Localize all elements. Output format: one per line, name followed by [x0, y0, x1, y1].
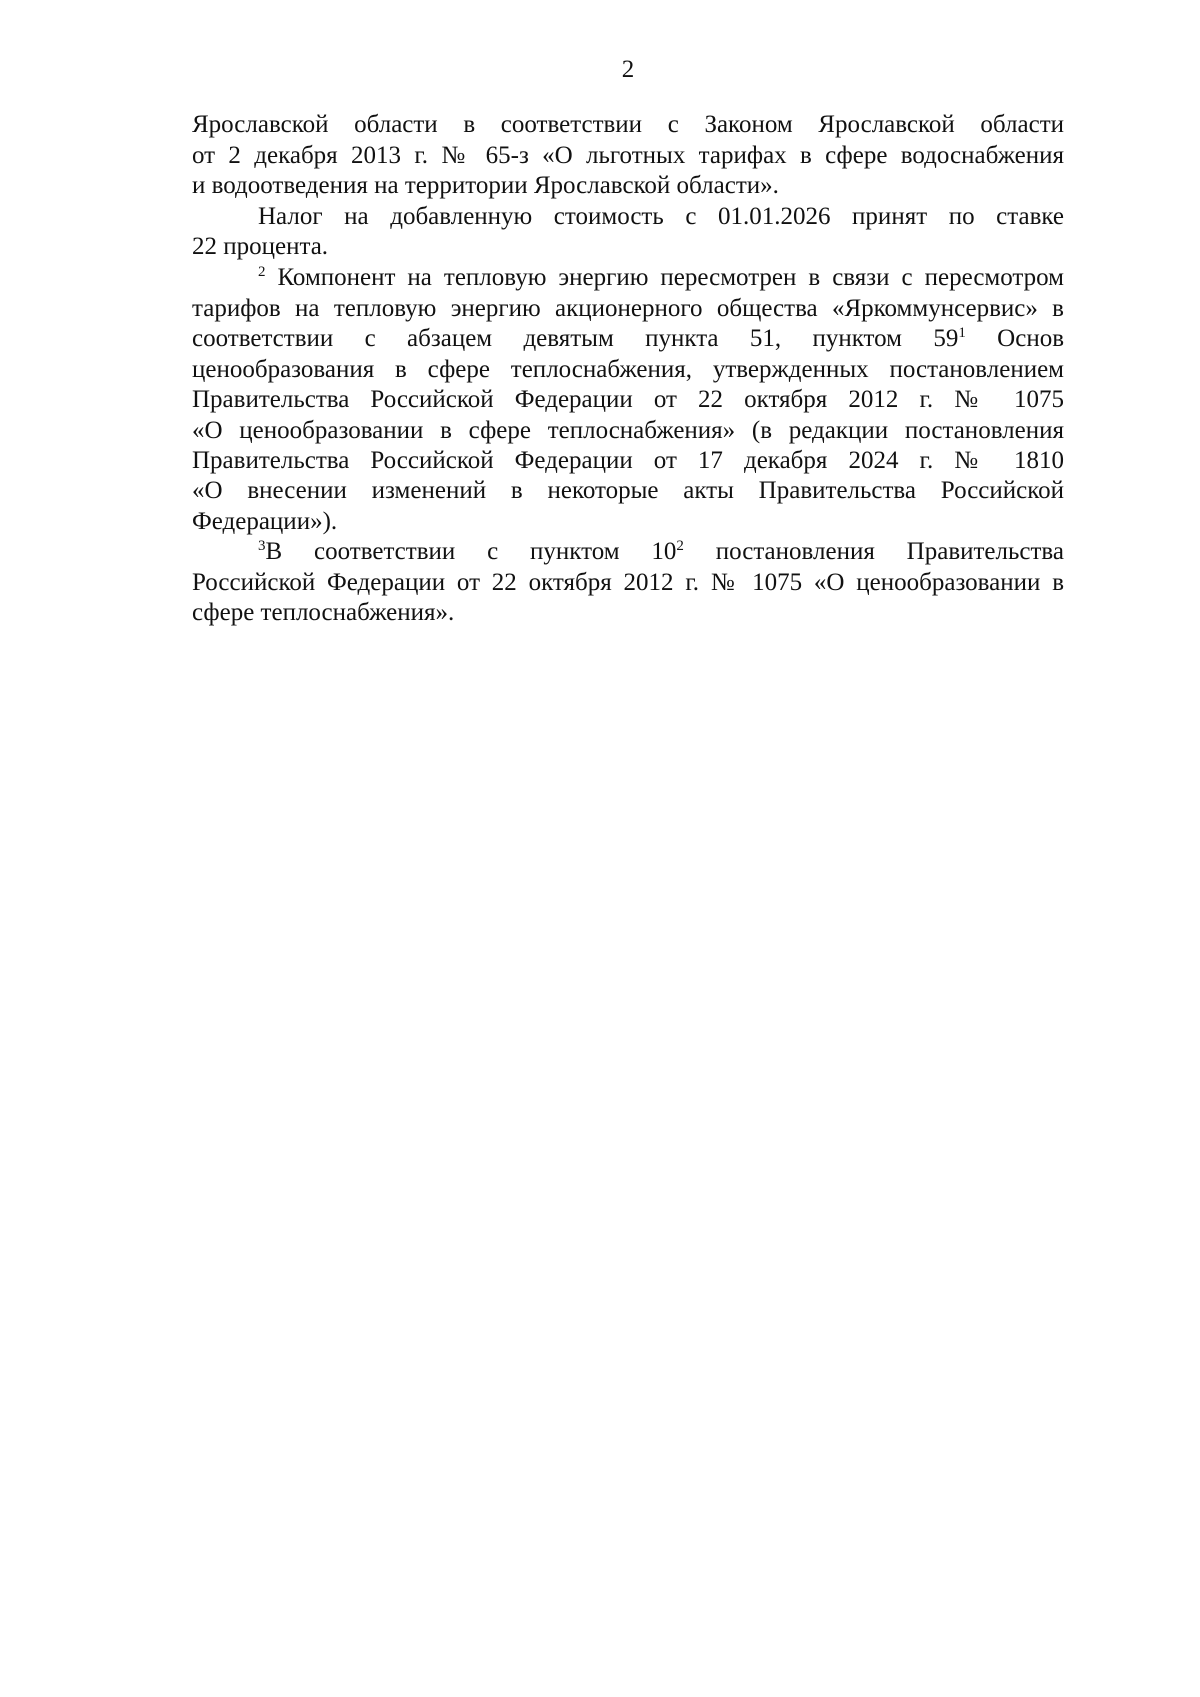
- text-line: Правительства Российской Федерации от 22 октября 2012 г. № 1075: [192, 386, 1064, 413]
- text-line: Правительства Российской Федерации от 17 декабря 2024 г. № 1810: [192, 447, 1064, 474]
- text-line: ценообразования в сфере теплоснабжения, утвержденных постановлением: [192, 356, 1064, 383]
- footnote-marker: 3: [258, 538, 266, 554]
- text-line: Налог на добавленную стоимость с 01.01.2026 принят по ставке: [258, 203, 1064, 230]
- text-segment: Компонент на тепловую энергию пересмотрен в связи с пересмотром: [265, 264, 1064, 291]
- page-number: 2: [621, 56, 635, 83]
- text-line: «О внесении изменений в некоторые акты Правительства Российской: [192, 477, 1064, 504]
- superscript: 2: [676, 538, 684, 554]
- text-line: 22 процента.: [192, 233, 329, 260]
- text-segment: соответствии с абзацем девятым пункта 51, пунктом 59: [192, 325, 959, 352]
- text-line: Ярославской области в соответствии с Законом Ярославской области: [192, 111, 1064, 138]
- footnote-3-line: [258, 537, 1064, 567]
- text-line: Российской Федерации от 22 октября 2012 г. № 1075 «О ценообразовании в: [192, 569, 1064, 596]
- text-segment: постановления Правительства: [683, 538, 1064, 565]
- text-line: Федерации»).: [192, 508, 338, 535]
- footnote-2-line: [258, 263, 1064, 293]
- text-line: и водоотведения на территории Ярославской области».: [192, 172, 779, 199]
- footnote-marker: 2: [258, 264, 266, 280]
- text-segment: В соответствии с пунктом 10: [265, 538, 677, 565]
- text-line: [192, 324, 1064, 354]
- text-line: «О ценообразовании в сфере теплоснабжения» (в редакции постановления: [192, 417, 1064, 444]
- superscript: 1: [958, 325, 966, 341]
- text-line: сфере теплоснабжения».: [192, 599, 455, 626]
- text-segment: Основ: [965, 325, 1065, 352]
- text-line: тарифов на тепловую энергию акционерного общества «Яркоммунсервис» в: [192, 295, 1064, 322]
- text-line: от 2 декабря 2013 г. № 65-з «О льготных тарифах в сфере водоснабжения: [192, 142, 1064, 169]
